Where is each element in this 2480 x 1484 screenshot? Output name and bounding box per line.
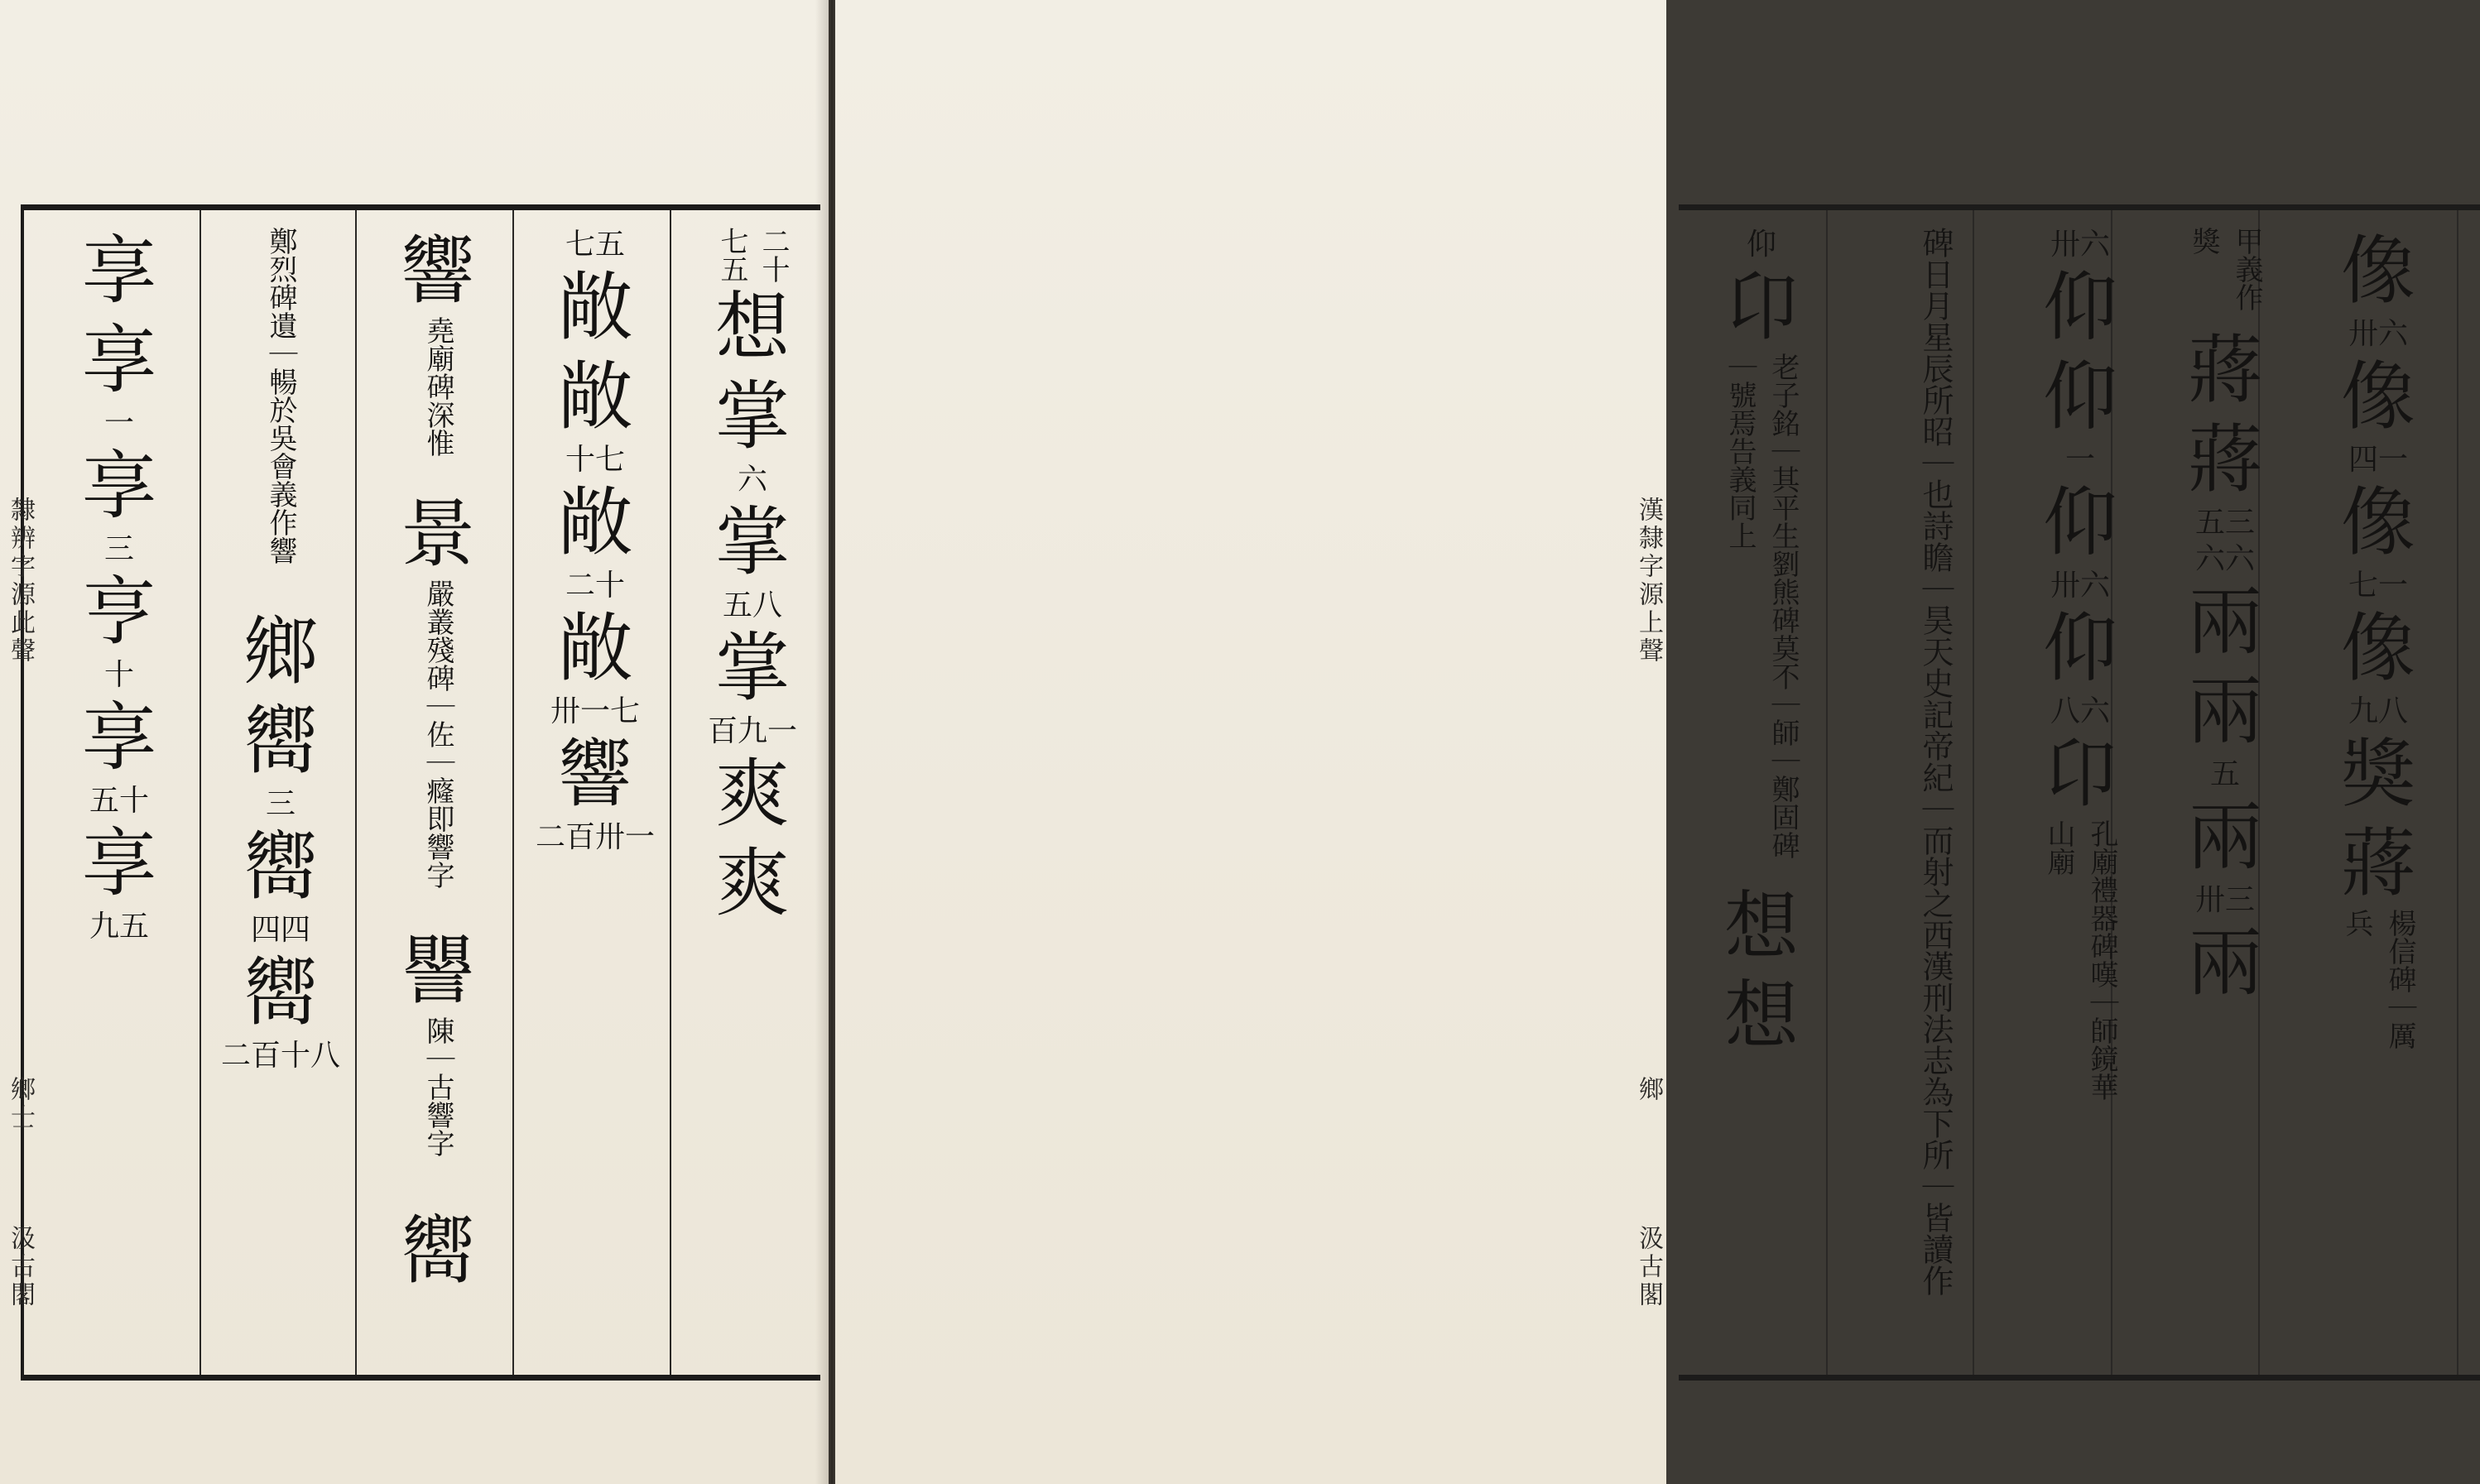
variant-count: 七一 bbox=[2348, 569, 2408, 603]
left-column-4 bbox=[210, 227, 351, 1358]
headword: 像 bbox=[2341, 228, 2415, 315]
right-margin-title: 漢隸字源上聲 bbox=[1634, 497, 1663, 665]
variant-char: 像 bbox=[2341, 479, 2415, 566]
variant-count: 六六 bbox=[2194, 542, 2255, 576]
left-page-frame bbox=[21, 204, 820, 1381]
commentary: 陳｜古響字 bbox=[421, 1016, 454, 1157]
variant-char: 兩 bbox=[2188, 579, 2262, 665]
column-rule bbox=[670, 210, 671, 1375]
headword: 卬 bbox=[1724, 264, 1799, 351]
variant-char: 爽 bbox=[715, 840, 790, 927]
variant-count: 八六 bbox=[2050, 694, 2110, 728]
variant-char: 獎 bbox=[2341, 731, 2415, 818]
right-page bbox=[835, 0, 2416, 1484]
variant-char: 鄉 bbox=[243, 608, 318, 695]
variant-char: 掌 bbox=[715, 373, 790, 460]
variant-count: 一 bbox=[2064, 443, 2095, 477]
variant-count: 六 bbox=[737, 463, 767, 497]
commentary: 孔廟禮器碑嘆｜師鏡華山廟 bbox=[2042, 819, 2118, 1101]
right-column-4 bbox=[1865, 227, 2006, 1358]
variant-char: 卬 bbox=[2043, 731, 2117, 818]
variant-count: 九八 bbox=[2348, 694, 2408, 728]
variant-count: 二百十八 bbox=[220, 1039, 340, 1073]
variant-char: 掌 bbox=[715, 499, 790, 586]
variant-count: 五三 bbox=[2194, 506, 2255, 540]
headword: 享 bbox=[82, 228, 156, 315]
variant-char: 景 bbox=[401, 491, 475, 578]
variant-char: 享 bbox=[82, 820, 156, 907]
variant-count: 卅一七 bbox=[550, 694, 640, 728]
commentary: 鄭烈碑遺｜暢於吳會義作響 bbox=[264, 227, 297, 564]
headword: 想 bbox=[715, 284, 790, 371]
variant-count: 卅三 bbox=[2194, 883, 2255, 917]
variant-char: 亨 bbox=[82, 569, 156, 656]
right-margin-juan: 鄉 bbox=[1634, 1076, 1663, 1104]
variant-char: 蔣 bbox=[2188, 327, 2262, 414]
variant-char: 譻 bbox=[401, 928, 475, 1015]
variant-count: 二十 bbox=[565, 569, 625, 603]
variant-count: 九五 bbox=[89, 910, 149, 944]
variant-char: 嚮 bbox=[243, 824, 318, 910]
headword: 敞 bbox=[558, 264, 632, 351]
variant-count: 二百卅一 bbox=[535, 820, 655, 854]
variant-char: 掌 bbox=[715, 625, 790, 712]
variant-char: 響 bbox=[558, 731, 632, 818]
commentary: 嚴叢殘碑｜佐｜癃即響字 bbox=[421, 579, 454, 889]
variant-char: 像 bbox=[2341, 353, 2415, 440]
variant-count: 四一 bbox=[2348, 443, 2408, 477]
left-page bbox=[0, 0, 829, 1484]
headword: 響 bbox=[401, 228, 475, 315]
left-margin-title: 隸辨字源此聲 bbox=[6, 497, 35, 665]
variant-char: 想 bbox=[1724, 883, 1799, 970]
column-rule bbox=[2457, 210, 2458, 1375]
variant-char: 享 bbox=[82, 317, 156, 404]
right-column-5 bbox=[1691, 227, 1832, 1358]
commentary: 仰 bbox=[1746, 228, 1776, 262]
variant-char: 敞 bbox=[558, 353, 632, 440]
variant-char: 享 bbox=[82, 694, 156, 781]
variant-char: 仰 bbox=[2043, 353, 2117, 440]
commentary: 老子銘｜其平生劉熊碑莫不｜師｜鄭固碑｜號焉告義同上 bbox=[1723, 353, 1800, 859]
variant-count: 三 bbox=[103, 532, 134, 566]
left-column-3 bbox=[368, 227, 508, 1358]
left-column-5 bbox=[45, 227, 194, 1358]
variant-count: 十七 bbox=[565, 443, 625, 477]
right-page-frame bbox=[1679, 204, 2480, 1381]
variant-char: 蔣 bbox=[2341, 820, 2415, 907]
variant-char: 仰 bbox=[2043, 605, 2117, 692]
entry-count: 卅六 bbox=[2050, 228, 2110, 262]
entry-count: 二十 七五 bbox=[715, 227, 790, 283]
variant-count: 百九一 bbox=[707, 714, 797, 748]
variant-count: 一 bbox=[103, 406, 134, 440]
variant-count: 卅六 bbox=[2050, 569, 2110, 603]
headword: 仰 bbox=[2043, 264, 2117, 351]
right-column-3 bbox=[2010, 227, 2151, 1358]
variant-count: 卅六 bbox=[2348, 317, 2408, 351]
variant-char: 蔣 bbox=[2188, 416, 2262, 503]
variant-count: 五八 bbox=[722, 588, 782, 622]
right-column-1 bbox=[2304, 227, 2453, 1358]
variant-count: 五 bbox=[2209, 757, 2240, 791]
variant-char: 嚮 bbox=[243, 698, 318, 785]
variant-char: 兩 bbox=[2188, 794, 2262, 881]
commentary: 甲義作獎 bbox=[2187, 227, 2263, 311]
variant-char: 享 bbox=[82, 443, 156, 530]
variant-char: 嚮 bbox=[243, 949, 318, 1036]
column-rule bbox=[355, 210, 357, 1375]
entry-count: 七五 bbox=[565, 228, 625, 262]
variant-count: 三 bbox=[265, 787, 296, 821]
variant-char: 仰 bbox=[2043, 479, 2117, 566]
variant-char: 爽 bbox=[715, 751, 790, 838]
variant-char: 敞 bbox=[558, 605, 632, 692]
variant-char: 想 bbox=[1724, 973, 1799, 1059]
commentary: 堯廟碑深惟 bbox=[421, 316, 454, 457]
variant-char: 兩 bbox=[2188, 668, 2262, 755]
variant-count: 四四 bbox=[250, 913, 310, 947]
left-margin-juan: 鄉士 bbox=[6, 1076, 35, 1132]
left-column-2 bbox=[525, 227, 666, 1358]
right-column-2 bbox=[2155, 227, 2295, 1358]
left-margin-publisher: 汲古閣 bbox=[6, 1225, 35, 1309]
variant-count: 十 bbox=[103, 658, 134, 692]
variant-count: 五十 bbox=[89, 784, 149, 818]
variant-char: 嚮 bbox=[401, 1208, 475, 1294]
commentary: 楊信碑｜厲兵 bbox=[2340, 909, 2416, 1049]
commentary: 碑日月星辰所昭｜也詩瞻｜昊天史記帝紀｜而射之西漢刑法志為下所｜皆讀作 bbox=[1917, 227, 1954, 1296]
variant-char: 像 bbox=[2341, 605, 2415, 692]
left-column-1 bbox=[682, 227, 823, 1358]
variant-char: 兩 bbox=[2188, 920, 2262, 1006]
right-margin-publisher: 汲古閣 bbox=[1634, 1225, 1663, 1309]
column-rule bbox=[512, 210, 514, 1375]
column-rule bbox=[199, 210, 201, 1375]
variant-char: 敞 bbox=[558, 479, 632, 566]
